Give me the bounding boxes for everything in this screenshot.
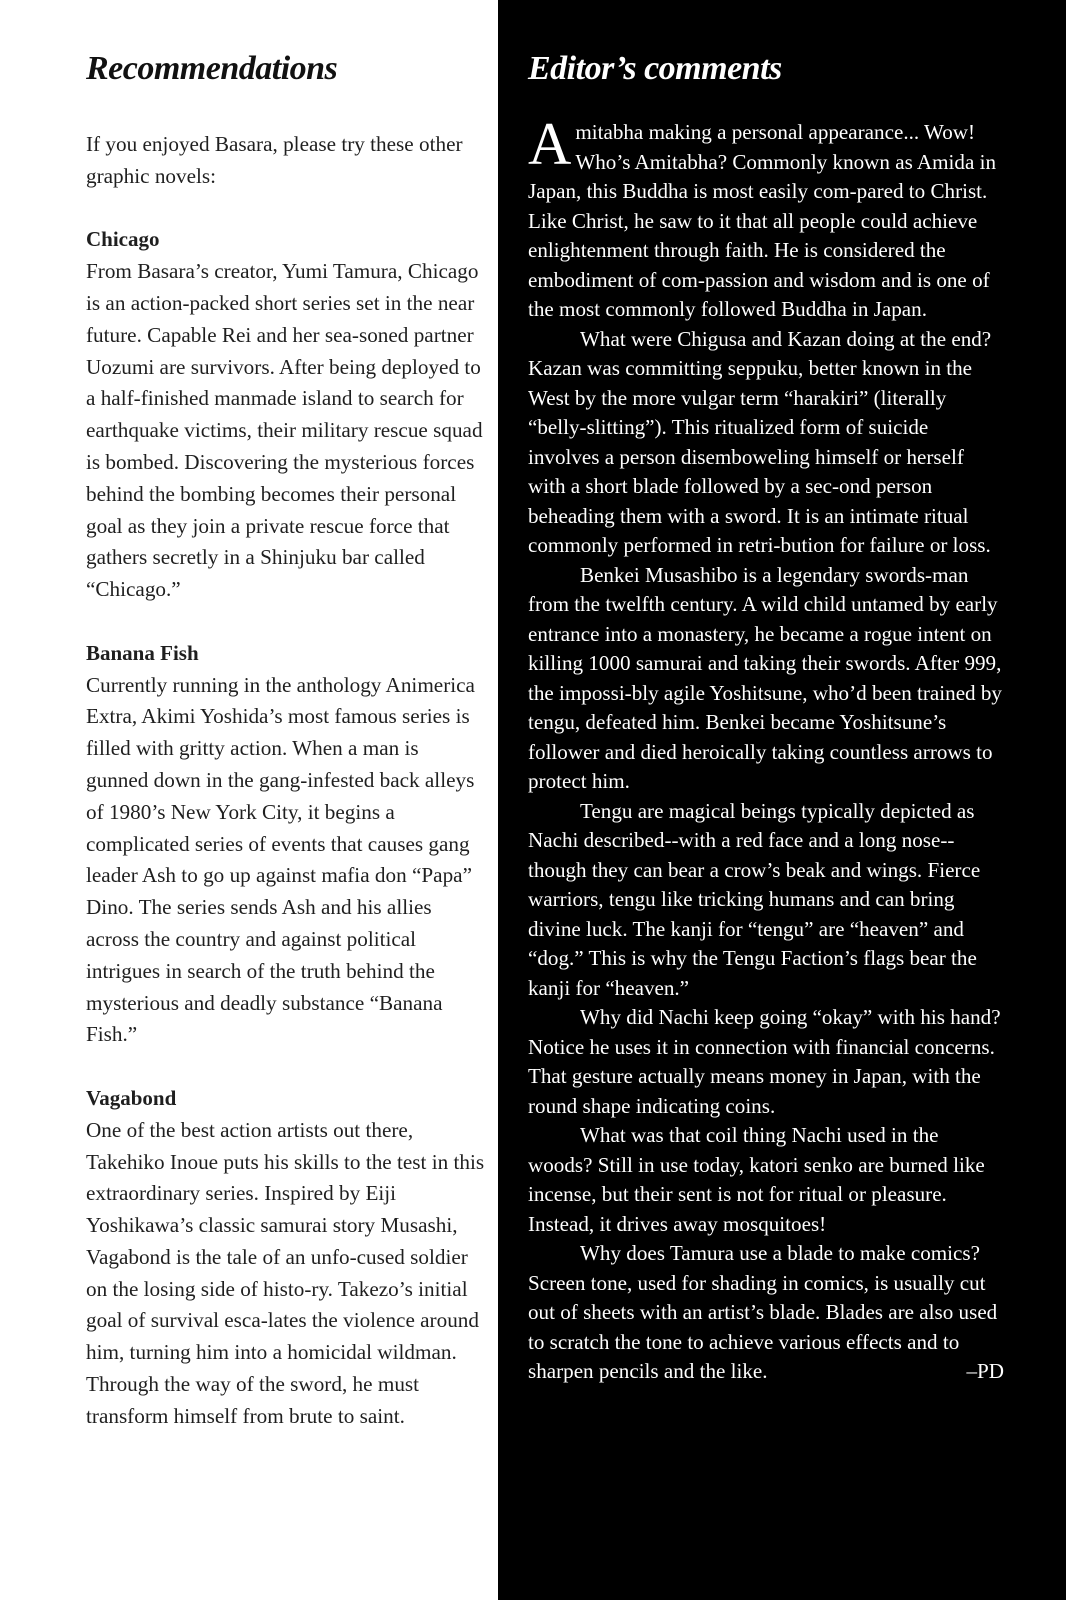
editor-paragraph: Tengu are magical beings typically depicted as Nachi described--with a red face and a long nose--though they can bear a crow’s beak and wings. Fierce warriors, tengu like tricking humans and can bring divine luck. The kanji for “tengu” are “heaven” and “dog.” This is why the Tengu Faction’s flags bear the kanji for “heaven.”	[528, 798, 981, 1000]
recommendation-text-chicago: From Basara’s creator, Yumi Tamura, Chicago is an action-packed short series set in the near future. Capable Rei and her sea-soned partner Uozumi are survivors. After being deployed to a half-finished manmade island to search for earthquake victims, their military rescue squad is bombed. Discovering the mysterious forces behind the bombing becomes their personal goal as they join a private rescue force that gathers secretly in a Shinjuku bar called “Chicago.”	[86, 259, 483, 602]
recommendation-heading-chicago: Chicago	[86, 227, 160, 252]
editor-comments-title: Editor’s comments	[528, 50, 782, 87]
editor-paragraph: What were Chigusa and Kazan doing at the end? Kazan was committing seppuku, better known in the West by the more vulgar term “harakiri” (literally “belly-slitting”). This ritualized form of suicide involves a person disemboweling himself or herself with a short blade followed by a sec-ond person beheading them with a sword. It is an intimate ritual commonly performed in retri-bution for failure or loss.	[528, 326, 992, 557]
editor-comments-body	[528, 111, 1004, 1387]
recommendations-column	[0, 0, 498, 1600]
editor-paragraph: What was that coil thing Nachi used in the woods? Still in use today, katori senko are burned like incense, but their sent is not for ritual or pleasure. Instead, it drives away mosquitoes!	[528, 1123, 985, 1236]
editor-signature: –PD	[966, 1359, 1004, 1383]
editor-comments-column	[498, 0, 1066, 1600]
editor-paragraph: Why does Tamura use a blade to make comics? Screen tone, used for shading in comics, is usually cut out of sheets with an artist’s blade. Blades are also used to scratch the tone to achieve various effects and to sharpen pencils and the like. –PD	[528, 1239, 1004, 1387]
drop-cap: A	[528, 111, 572, 177]
recommendation-text-vagabond: One of the best action artists out there, Takehiko Inoue puts his skills to the test in this extraordinary series. Inspired by Eiji Yoshikawa’s classic samurai story Musashi, Vagabond is the tale of an unfo-cused soldier on the losing side of histo-ry. Takezo’s initial goal of survival esca-lates the violence around him, turning him into a homicidal wildman. Through the way of the sword, he must transform himself from brute to saint.	[86, 1117, 485, 1428]
recommendations-title: Recommendations	[86, 50, 338, 87]
recommendation-heading-vagabond: Vagabond	[86, 1085, 177, 1110]
recommendations-intro: If you enjoyed Basara, please try these other graphic novels:	[86, 132, 463, 188]
editor-paragraph: Why did Nachi keep going “okay” with his hand? Notice he uses it in connection with financial concerns. That gesture actually means money in Japan, with the round shape indicating coins.	[528, 1005, 1001, 1118]
editor-paragraph: Benkei Musashibo is a legendary swords-man from the twelfth century. A wild child untamed by early entrance into a monastery, he became a rogue intent on killing 1000 samurai and taking their swords. After 999, the impossi-bly agile Yoshitsune, who’d been trained by tengu, defeated him. Benkei became Yoshitsune’s follower and died heroically taking countless arrows to protect him.	[528, 562, 1002, 793]
editor-paragraph: Amitabha making a personal appearance... Wow! Who’s Amitabha? Commonly known as Amida in Japan, this Buddha is most easily com-pared to Christ. Like Christ, he saw to it that all people could achieve enlightenment through faith. He is considered the embodiment of com-passion and wisdom and is one of the most commonly followed Buddha in Japan.	[528, 111, 997, 321]
recommendation-text-banana-fish: Currently running in the anthology Animerica Extra, Akimi Yoshida’s most famous series is filled with gritty action. When a man is gunned down in the gang-infested back alleys of 1980’s New York City, it begins a complicated series of events that causes gang leader Ash to go up against mafia don “Papa” Dino. The series sends Ash and his allies across the country and against political intrigues in search of the truth behind the mysterious and deadly substance “Banana Fish.”	[86, 672, 475, 1047]
recommendations-body	[86, 129, 486, 1433]
recommendation-heading-banana-fish: Banana Fish	[86, 640, 199, 665]
